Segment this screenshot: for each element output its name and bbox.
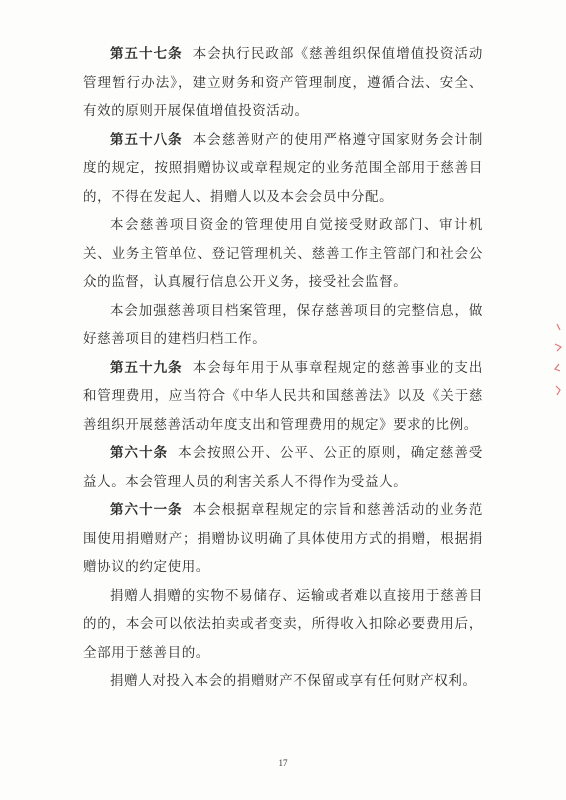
paragraph-text: 捐赠人对投入本会的捐赠财产不保留或享有任何财产权利。 bbox=[110, 673, 477, 689]
paragraph-text: 本会每年用于从事章程规定的慈善事业的支出和管理费用，应当符合《中华人民共和国慈善法》以及《关于慈善组织开展慈善活动年度支出和管理费用的规定》要求的比例。 bbox=[83, 359, 483, 433]
paragraph-text: 本会按照公开、公平、公正的原则，确定慈善受益人。本会管理人员的利害关系人不得作为受益人。 bbox=[83, 445, 483, 490]
paragraph-article-61 bbox=[83, 496, 483, 582]
paragraph-text: 捐赠人捐赠的实物不易储存、运输或者难以直接用于慈善目的的，本会可以依法拍卖或者变卖，所得收入扣除必要费用后，全部用于慈善目的。 bbox=[83, 587, 483, 661]
red-seal-edge bbox=[551, 320, 563, 410]
article-heading: 第六十条 bbox=[110, 445, 169, 461]
paragraph-property-rights bbox=[83, 667, 483, 696]
article-heading: 第五十七条 bbox=[110, 46, 183, 62]
document-body bbox=[83, 40, 483, 696]
paragraph-supervision bbox=[83, 211, 483, 297]
paragraph-article-58 bbox=[83, 126, 483, 212]
paragraph-archives bbox=[83, 297, 483, 354]
paragraph-text: 本会根据章程规定的宗旨和慈善活动的业务范围使用捐赠财产；捐赠协议明确了具体使用方式的捐赠，根据捐赠协议的约定使用。 bbox=[83, 502, 483, 575]
paragraph-article-59 bbox=[83, 354, 483, 440]
paragraph-article-57 bbox=[83, 40, 483, 126]
paragraph-text: 本会慈善项目资金的管理使用自觉接受财政部门、审计机关、业务主管单位、登记管理机关、慈善工作主管部门和社会公众的监督，认真履行信息公开义务，接受社会监督。 bbox=[83, 217, 483, 290]
paragraph-in-kind-donations bbox=[83, 582, 483, 668]
paragraph-article-60 bbox=[83, 439, 483, 496]
article-heading: 第五十九条 bbox=[110, 359, 183, 376]
page-number: 17 bbox=[278, 758, 288, 768]
article-heading: 第六十一条 bbox=[110, 502, 183, 518]
paragraph-text: 本会加强慈善项目档案管理，保存慈善项目的完整信息，做好慈善项目的建档归档工作。 bbox=[83, 302, 483, 347]
paragraph-text: 本会执行民政部《慈善组织保值增值投资活动管理暂行办法》，建立财务和资产管理制度，遵循合法、安全、有效的原则开展保值增值投资活动。 bbox=[83, 46, 483, 119]
paragraph-text: 本会慈善财产的使用严格遵守国家财务会计制度的规定，按照捐赠协议或章程规定的业务范围全部用于慈善目的，不得在发起人、捐赠人以及本会会员中分配。 bbox=[83, 131, 483, 205]
article-heading: 第五十八条 bbox=[110, 131, 183, 148]
